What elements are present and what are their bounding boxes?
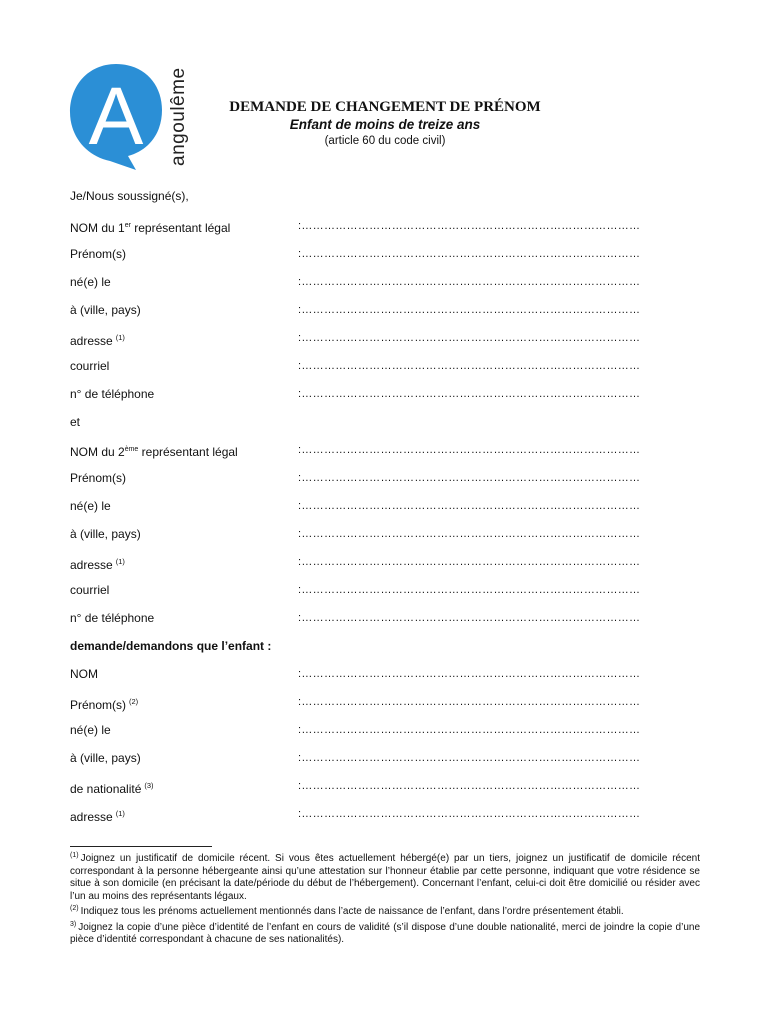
- intro-text: Je/Nous soussigné(s),: [70, 189, 189, 203]
- parent1-prenom-label: Prénom(s): [70, 247, 127, 261]
- child-birthdate-row: [70, 716, 700, 744]
- child-address-field[interactable]: :………………………………………………………………………………: [298, 808, 641, 820]
- et-row: [70, 408, 700, 436]
- child-nationality-label: de nationalité $^{(3)}$: [70, 781, 154, 796]
- child-nom-row: [70, 660, 700, 688]
- child-prenom-row: [70, 688, 700, 716]
- form-fields: [70, 212, 700, 828]
- parent2-birthplace-row: [70, 520, 700, 548]
- parent1-phone-row: [70, 380, 700, 408]
- parent2-address-label: adresse $^{(1)}$: [70, 557, 125, 572]
- parent2-prenom-label: Prénom(s): [70, 471, 127, 485]
- logo-letter: A: [88, 71, 144, 162]
- footnote-3: $^{3)}$ Joignez la copie d’une pièce d’identité de l’enfant en cours de validité (s’il dispose d’une double nationalité, merci de joindre la copie d’une pièce d’identité correspondant à chacune de ses nationalités).: [70, 920, 700, 945]
- et-label: et: [70, 415, 81, 429]
- parent2-address-row: [70, 548, 700, 576]
- child-prenom-field[interactable]: :………………………………………………………………………………: [298, 696, 641, 708]
- parent1-address-label: adresse $^{(1)}$: [70, 333, 125, 348]
- parent2-birthdate-label: né(e) le: [70, 499, 111, 513]
- parent1-prenom-field[interactable]: :………………………………………………………………………………: [298, 248, 641, 260]
- logo-text: angoulême: [168, 67, 189, 166]
- demande-row: [70, 632, 700, 660]
- parent1-birthplace-field[interactable]: :………………………………………………………………………………: [298, 304, 641, 316]
- parent1-phone-field[interactable]: :………………………………………………………………………………: [298, 388, 641, 400]
- child-birthplace-label: à (ville, pays): [70, 751, 141, 765]
- parent1-birthdate-label: né(e) le: [70, 275, 111, 289]
- parent2-nom-label: NOM du 2ème représentant légal: [70, 445, 238, 459]
- parent1-nom-label: NOM du 1er représentant légal: [70, 221, 231, 235]
- parent2-address-field[interactable]: :………………………………………………………………………………: [298, 556, 641, 568]
- footnote-2: $^{(2)}$ Indiquez tous les prénoms actuellement mentionnés dans l’acte de naissance de l’enfant, dans l’ordre présentement établi.: [70, 905, 624, 917]
- parent2-email-row: [70, 576, 700, 604]
- parent1-birthdate-field[interactable]: :………………………………………………………………………………: [298, 276, 641, 288]
- parent2-email-label: courriel: [70, 583, 110, 597]
- legal-reference: (article 60 du code civil): [324, 135, 446, 147]
- parent1-email-row: [70, 352, 700, 380]
- child-birthplace-row: [70, 744, 700, 772]
- parent2-birthdate-field[interactable]: :………………………………………………………………………………: [298, 500, 641, 512]
- child-nom-field[interactable]: :………………………………………………………………………………: [298, 668, 641, 680]
- document-subtitle: Enfant de moins de treize ans: [289, 117, 481, 132]
- parent1-phone-label: n° de téléphone: [70, 387, 155, 401]
- footnote-1: $^{(1)}$ Joignez un justificatif de domicile récent. Si vous êtes actuellement hébergé(e) par un tiers, joignez un justificatif de domicile récent correspondant à la personne hébergeante ainsi qu’une attestation sur l’honneur établie par cette personne, indiquant que votre résidence se situe à son domicile (en précisant la date/période du début de l’hébergement). Concernant l’enfant, celui-ci doit être domicilié ou résider avec l’un au moins des représentants légaux.: [70, 852, 700, 902]
- child-nationality-field[interactable]: :………………………………………………………………………………: [298, 780, 641, 792]
- parent1-address-row: [70, 324, 700, 352]
- parent2-phone-label: n° de téléphone: [70, 611, 155, 625]
- child-birthdate-field[interactable]: :………………………………………………………………………………: [298, 724, 641, 736]
- parent1-nom-field[interactable]: :………………………………………………………………………………: [298, 220, 641, 232]
- child-birthdate-label: né(e) le: [70, 723, 111, 737]
- header: [200, 98, 570, 149]
- child-nationality-row: [70, 772, 700, 800]
- parent2-nom-row: [70, 436, 700, 464]
- parent1-birthplace-label: à (ville, pays): [70, 303, 141, 317]
- parent2-prenom-row: [70, 464, 700, 492]
- parent1-birthdate-row: [70, 268, 700, 296]
- parent1-email-label: courriel: [70, 359, 110, 373]
- document-title: DEMANDE DE CHANGEMENT DE PRÉNOM: [229, 99, 541, 115]
- footnote-divider: [70, 846, 212, 847]
- parent2-nom-field[interactable]: :………………………………………………………………………………: [298, 444, 641, 456]
- parent2-birthdate-row: [70, 492, 700, 520]
- child-address-label: adresse $^{(1)}$: [70, 809, 125, 824]
- footnotes: [70, 850, 700, 947]
- parent1-address-field[interactable]: :………………………………………………………………………………: [298, 332, 641, 344]
- parent1-prenom-row: [70, 240, 700, 268]
- demande-heading: demande/demandons que l’enfant :: [70, 639, 272, 653]
- parent2-email-field[interactable]: :………………………………………………………………………………: [298, 584, 641, 596]
- child-nom-label: NOM: [70, 667, 98, 681]
- child-birthplace-field[interactable]: :………………………………………………………………………………: [298, 752, 641, 764]
- parent2-prenom-field[interactable]: :………………………………………………………………………………: [298, 472, 641, 484]
- parent2-birthplace-field[interactable]: :………………………………………………………………………………: [298, 528, 641, 540]
- child-prenom-label: Prénom(s) $^{(2)}$: [70, 697, 139, 712]
- parent1-email-field[interactable]: :………………………………………………………………………………: [298, 360, 641, 372]
- parent1-nom-row: [70, 212, 700, 240]
- parent2-birthplace-label: à (ville, pays): [70, 527, 141, 541]
- parent1-birthplace-row: [70, 296, 700, 324]
- parent2-phone-row: [70, 604, 700, 632]
- parent2-phone-field[interactable]: :………………………………………………………………………………: [298, 612, 641, 624]
- child-address-row: [70, 800, 700, 828]
